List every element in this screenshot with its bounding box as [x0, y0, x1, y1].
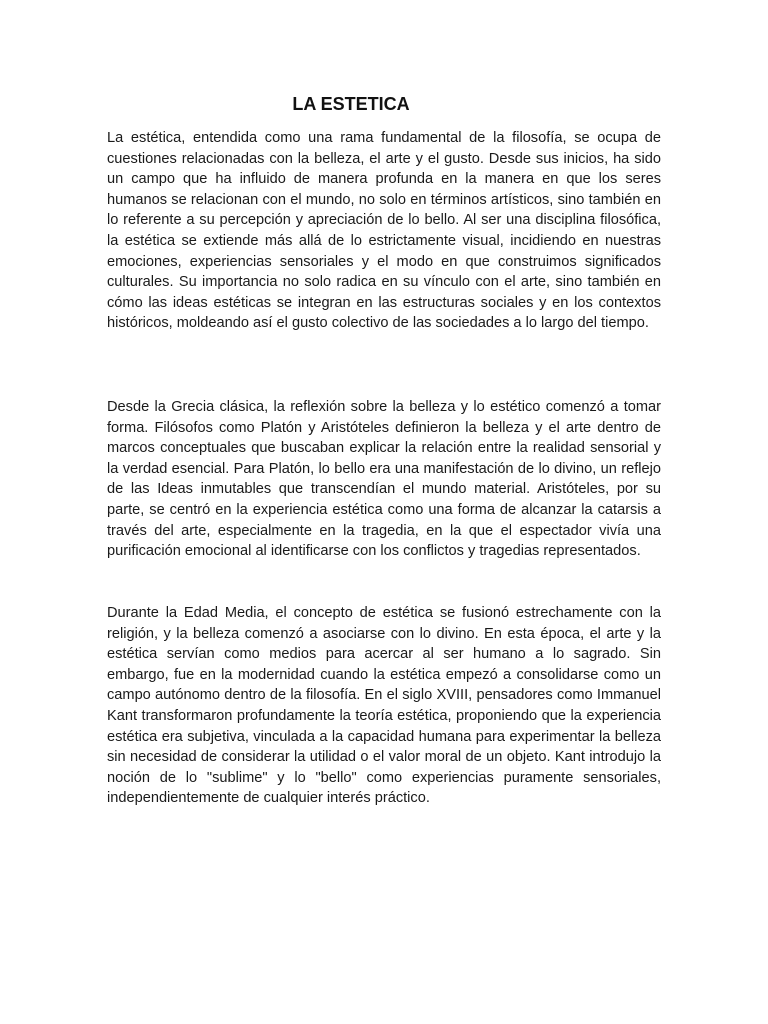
- paragraph-1: La estética, entendida como una rama fundamental de la filosofía, se ocupa de cuestiones relacionadas con la belleza, el arte y el gusto. Desde sus inicios, ha sido un campo que ha influido de manera profunda en la manera en que los seres humanos se relacionan con el mundo, no solo en términos artísticos, sino también en lo referente a su percepción y apreciación de lo bello. Al ser una disciplina filosófica, la estética se extiende más allá de lo estrictamente visual, incidiendo en nuestras emociones, experiencias sensoriales y el modo en que construimos significados culturales. Su importancia no solo radica en su vínculo con el arte, sino también en cómo las ideas estéticas se integran en las estructuras sociales y en los contextos históricos, moldeando así el gusto colectivo de las sociedades a lo largo del tiempo.: [107, 130, 661, 332]
- document-title: LA ESTETICA: [292, 94, 410, 114]
- paragraph-2: Desde la Grecia clásica, la reflexión sobre la belleza y lo estético comenzó a tomar forma. Filósofos como Platón y Aristóteles definieron la belleza y el arte dentro de marcos conceptuales que buscaban explicar la relación entre la realidad sensorial y la verdad esencial. Para Platón, lo bello era una manifestación de lo divino, un reflejo de las Ideas inmutables que transcendían el mundo material. Aristóteles, por su parte, se centró en la experiencia estética como una forma de alcanzar la catarsis a través del arte, especialmente en la tragedia, en la que el espectador vivía una purificación emocional al identificarse con los conflictos y tragedias representados.: [107, 399, 661, 560]
- paragraph-3: Durante la Edad Media, el concepto de estética se fusionó estrechamente con la religión, y la belleza comenzó a asociarse con lo divino. En esta época, el arte y la estética servían como medios para acercar al ser humano a lo sagrado. Sin embargo, fue en la modernidad cuando la estética empezó a consolidarse como un campo autónomo dentro de la filosofía. En el siglo XVIII, pensadores como Immanuel Kant transformaron profundamente la teoría estética, proponiendo que la experiencia estética era subjetiva, vinculada a la capacidad humana para experimentar la belleza sin necesidad de considerar la utilidad o el valor moral de un objeto. Kant introdujo la noción de lo "sublime" y lo "bello" como experiencias puramente sensoriales, independientemente de cualquier interés práctico.: [107, 605, 661, 807]
